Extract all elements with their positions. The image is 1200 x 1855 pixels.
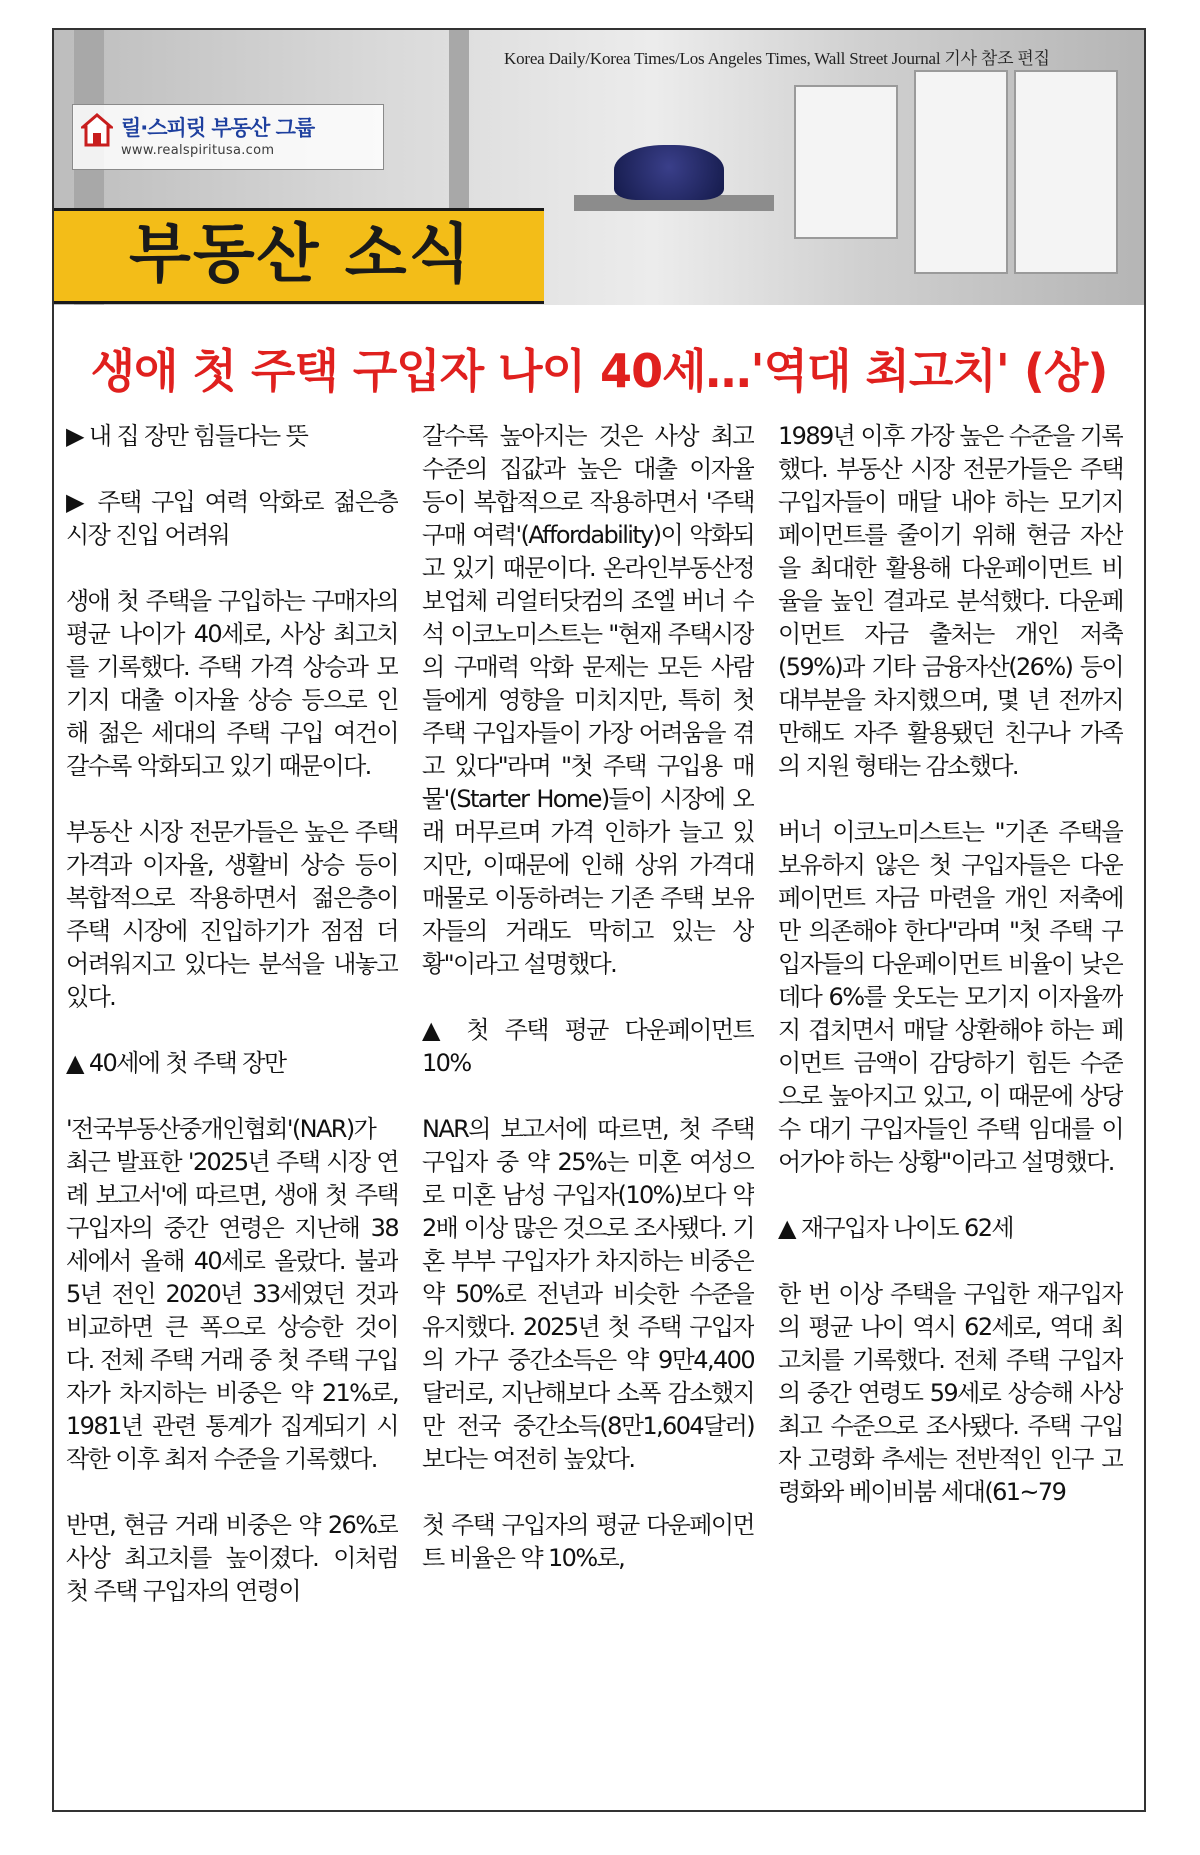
subheading: ▲ 재구입자 나이도 62세	[778, 1214, 1013, 1242]
article-column-3	[778, 420, 1123, 1810]
article-column-2	[422, 420, 754, 1810]
paragraph: 한 번 이상 주택을 구입한 재구입자의 평균 나이 역시 62세로, 역대 최고치를 기록했다. 전체 주택 구입자의 중간 연령도 59세로 상승해 사상 최고 수준으로 조사됐다. 주택 구입자 고령화 추세는 전반적인 인구 고령화와 베이비붐 세대(61~79	[778, 1280, 1123, 1506]
subheading: ▲ 첫 주택 평균 다운페이먼트 10%	[422, 1016, 754, 1077]
paragraph: 버너 이코노미스트는 "기존 주택을 보유하지 않은 첫 구입자들은 다운페이먼트 자금 마련을 개인 저축에만 의존해야 한다"라며 "첫 주택 구입자들의 다운페이먼트 비율이 낮은데다 6%를 웃도는 모기지 이자율까지 겹치면서 매달 상환해야 하는 페이먼트 금액이 감당하기 힘든 수준으로 높아지고 있고, 이 때문에 상당수 대기 구입자들인 주택 임대를 이어가야 하는 상황"이라고 설명했다.	[778, 818, 1123, 1176]
paragraph: 부동산 시장 전문가들은 높은 주택 가격과 이자율, 생활비 상승 등이 복합적으로 작용하면서 젊은층이 주택 시장에 진입하기가 점점 더 어려워지고 있다는 분석을 내놓고 있다.	[66, 818, 398, 1011]
logo-url: www.realspiritusa.com	[121, 143, 275, 158]
header-shelf	[1014, 70, 1118, 274]
header-shelf	[794, 85, 898, 239]
logo-name: 릴·스피릿 부동산 그룹	[121, 116, 315, 140]
paragraph: 반면, 현금 거래 비중은 약 26%로 사상 최고치를 높이졌다. 이처럼 첫 주택 구입자의 연령이	[66, 1511, 398, 1605]
article-headline: 생애 첫 주택 구입자 나이 40세…'역대 최고치' (상)	[90, 344, 1108, 398]
company-logo	[72, 104, 384, 170]
article-column-1	[66, 420, 398, 1810]
subheading: ▲ 40세에 첫 주택 장만	[66, 1049, 286, 1077]
section-band	[54, 208, 544, 304]
source-publications: Korea Daily/Korea Times/Los Angeles Times, Wall Street Journal 기사 참조 편집	[504, 49, 1050, 68]
paragraph: '전국부동산중개인협회'(NAR)가 최근 발표한 '2025년 주택 시장 연례 보고서'에 따르면, 생애 첫 주택 구입자의 중간 연령은 지난해 38세에서 올해 40세로 올랐다. 불과 5년 전인 2020년 33세였던 것과 비교하면 큰 폭으로 상승한 것이다. 전체 주택 거래 중 첫 주택 구입자가 차지하는 비중은 약 21%로, 1981년 관련 통계가 집계되기 시작한 이후 최저 수준을 기록했다.	[66, 1115, 398, 1473]
paragraph: 갈수록 높아지는 것은 사상 최고 수준의 집값과 높은 대출 이자율 등이 복합적으로 작용하면서 '주택 구매 여력'(Affordability)이 악화되고 있기 때문이다. 온라인부동산정보업체 리얼터닷컴의 조엘 버너 수석 이코노미스트는 "현재 주택시장의 구매력 악화 문제는 모든 사람들에게 영향을 미치지만, 특히 첫 주택 구입자들이 가장 어려움을 겪고 있다"라며 "첫 주택 구입용 매물'(Starter Home)들이 시장에 오래 머무르며 가격 인하가 늘고 있지만, 이때문에 인해 상위 가격대 매물로 이동하려는 기존 주택 보유자들의 거래도 막히고 있는 상황"이라고 설명했다.	[422, 422, 754, 978]
newspaper-page	[52, 28, 1146, 1812]
paragraph: 첫 주택 구입자의 평균 다운페이먼트 비율은 약 10%로,	[422, 1511, 754, 1572]
paragraph: NAR의 보고서에 따르면, 첫 주택 구입자 중 약 25%는 미혼 여성으로 미혼 남성 구입자(10%)보다 약 2배 이상 많은 것으로 조사됐다. 기혼 부부 구입자가 차지하는 비중은 약 50%로 전년과 비슷한 수준을 유지했다. 2025년 첫 주택 구입자의 가구 중간소득은 약 9만4,400달러로, 지난해보다 소폭 감소했지만 전국 중간소득(8만1,604달러) 보다는 여전히 높았다.	[422, 1115, 754, 1473]
article-body	[54, 420, 1144, 1810]
subheading: ▶ 내 집 장만 힘들다는 뜻	[66, 422, 308, 450]
header-shelf	[914, 70, 1008, 274]
house-icon	[81, 113, 113, 147]
paragraph: 생애 첫 주택을 구입하는 구매자의 평균 나이가 40세로, 사상 최고치를 기록했다. 주택 가격 상승과 모기지 대출 이자율 상승 등으로 인해 젊은 세대의 주택 구입 여건이 갈수록 악화되고 있기 때문이다.	[66, 587, 398, 780]
paragraph: 1989년 이후 가장 높은 수준을 기록했다. 부동산 시장 전문가들은 주택 구입자들이 매달 내야 하는 모기지 페이먼트를 줄이기 위해 현금 자산을 최대한 활용해 다운페이먼트 비율을 높인 결과로 분석했다. 다운페이먼트 자금 출처는 개인 저축(59%)과 기타 금융자산(26%) 등이 대부분을 차지했으며, 몇 년 전까지 만해도 자주 활용됐던 친구나 가족의 지원 형태는 감소했다.	[778, 422, 1123, 780]
header-pillar	[449, 30, 469, 210]
header-bowl-image	[614, 145, 724, 200]
header-banner	[54, 30, 1144, 305]
section-title: 부동산 소식	[129, 218, 473, 292]
subheading: ▶ 주택 구입 여력 악화로 젊은층 시장 진입 어려워	[66, 488, 398, 549]
